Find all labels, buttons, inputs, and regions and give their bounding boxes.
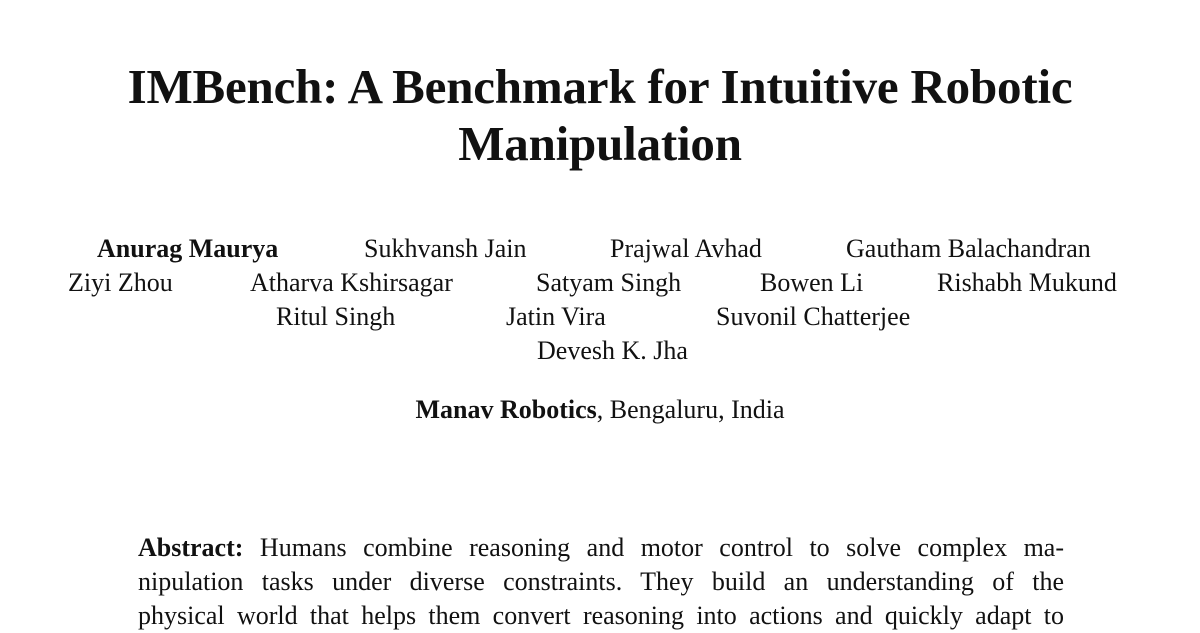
abstract-text-1: Humans combine reasoning and motor control to solve complex ma- (259, 533, 1064, 562)
author-11: Jatin Vira (506, 302, 606, 331)
author-12: Suvonil Chatterjee (716, 302, 911, 331)
author-9: Rishabh Mukund (937, 268, 1117, 297)
author-6: Atharva Kshirsagar (250, 268, 453, 297)
author-5: Ziyi Zhou (68, 268, 173, 297)
author-4: Gautham Balachandran (846, 234, 1091, 263)
author-13: Devesh K. Jha (537, 336, 688, 365)
abstract (138, 531, 1064, 633)
author-7: Satyam Singh (536, 268, 682, 297)
abstract-line-2: nipulation tasks under diverse constraints. They build an understanding of the (138, 567, 1064, 596)
affiliation-location: , Bengaluru, India (596, 395, 785, 424)
author-3: Prajwal Avhad (610, 234, 762, 263)
author-row-2 (0, 266, 1200, 300)
author-row-3 (0, 300, 1200, 334)
abstract-line-3: physical world that helps them convert reasoning into actions and quickly adapt to (138, 601, 1064, 630)
author-row-1 (0, 232, 1200, 266)
author-8: Bowen Li (760, 268, 864, 297)
title-line-2: Manipulation (458, 116, 742, 171)
author-2: Sukhvansh Jain (364, 234, 527, 263)
author-10: Ritul Singh (276, 302, 396, 331)
abstract-label: Abstract: (138, 533, 244, 562)
affiliation (0, 393, 1200, 427)
author-row-4 (0, 334, 1200, 368)
author-1: Anurag Maurya (97, 234, 279, 263)
abstract-line-1 (138, 531, 1064, 565)
title-line-1: IMBench: A Benchmark for Intuitive Robotic (127, 59, 1073, 114)
paper-title (0, 58, 1200, 172)
affiliation-organization: Manav Robotics (415, 395, 597, 424)
